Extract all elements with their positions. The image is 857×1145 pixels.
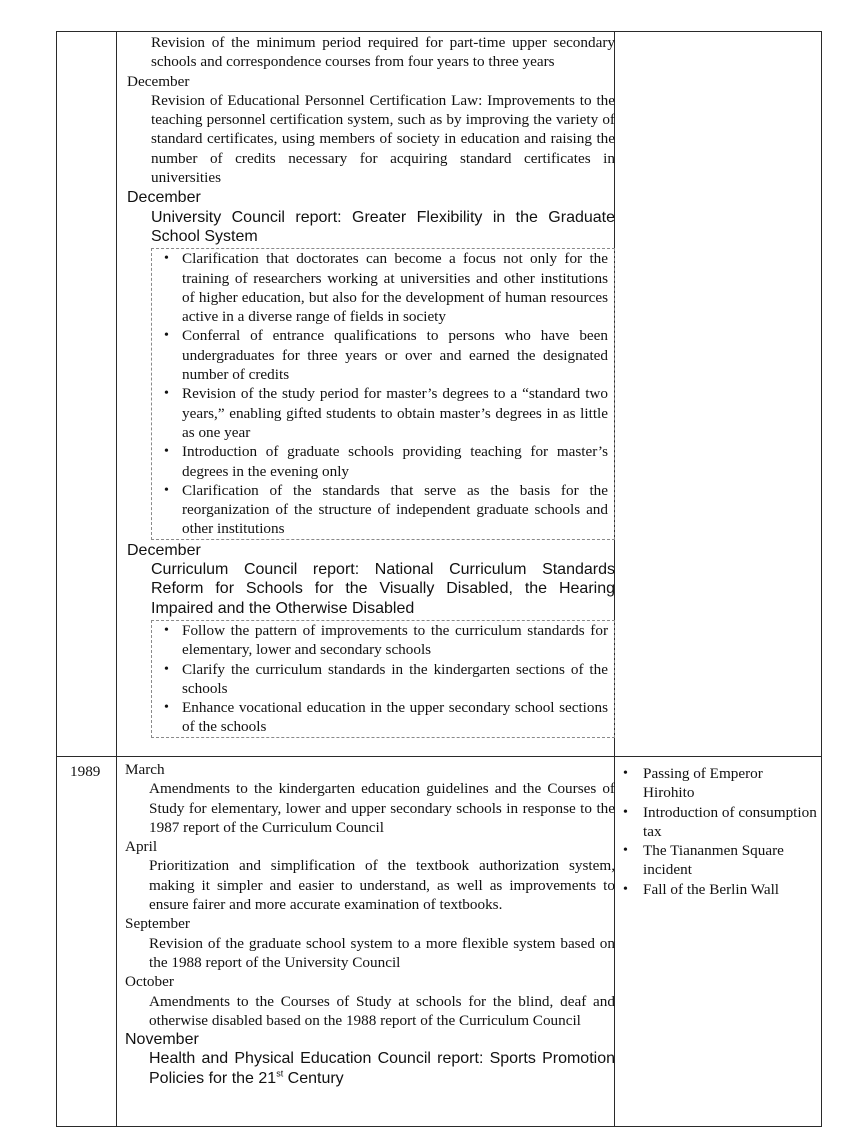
- row-divider: [57, 756, 821, 757]
- ordinal-suffix: st: [276, 1068, 284, 1079]
- entry-text: Amendments to the kindergarten education guidelines and the Courses of Study for elementary, lower and upper secondary schools in response to the 1987 report of the Curriculum Council: [149, 780, 615, 836]
- summary-bullet: • Clarification that doctorates can become a focus not only for the training of researchers working at universities and other institutions of higher education, but also for the development of human resources active in a diverse range of fields in society: [160, 249, 608, 326]
- entry-month: September: [125, 915, 190, 933]
- entry-month: November: [125, 1031, 199, 1049]
- entry-text: Revision of the minimum period required for part-time upper secondary schools and correspondence courses from four years to three years: [151, 34, 615, 71]
- entry-month: December: [127, 541, 201, 559]
- summary-bullet: • Enhance vocational education in the upper secondary school sections of the schools: [160, 698, 608, 737]
- world-event: • The Tiananmen Square incident: [617, 841, 817, 880]
- year-label: 1989: [70, 763, 101, 780]
- entry-text: [125, 1049, 615, 1088]
- world-event: • Passing of Emperor Hirohito: [617, 764, 817, 803]
- row-1989-measures: [125, 760, 615, 1088]
- entry-text: University Council report: Greater Flexibility in the Graduate School System: [151, 208, 615, 245]
- row-1989-world-events: [617, 764, 817, 899]
- entry-month: March: [125, 761, 165, 778]
- row-continued-measures: [127, 32, 615, 738]
- entry-text: Curriculum Council report: National Curriculum Standards Reform for Schools for the Visually Disabled, the Hearing Impaired and the Otherwise Disabled: [151, 561, 615, 617]
- summary-bullet: • Revision of the study period for master’s degrees to a “standard two years,” enabling gifted students to obtain master’s degrees in as little as one year: [160, 384, 608, 442]
- entry-month: April: [125, 838, 158, 856]
- entry-text: Amendments to the Courses of Study at schools for the blind, deaf and otherwise disabled based on the 1988 report of the Curriculum Council: [149, 992, 615, 1029]
- entry-month: October: [125, 973, 174, 991]
- entry-text-tail: Century: [283, 1069, 344, 1087]
- entry-month: December: [127, 189, 201, 207]
- summary-bullet: • Introduction of graduate schools providing teaching for master’s degrees in the evening only: [160, 442, 608, 481]
- report-summary-box: [151, 248, 615, 539]
- entry-text-main: Health and Physical Education Council report: Sports Promotion Policies for the 21: [149, 1050, 615, 1087]
- entry-text: Prioritization and simplification of the textbook authorization system, making it simpler and easier to understand, as well as improvements to ensure fairer and more accurate examination of textbooks.: [149, 857, 615, 914]
- summary-bullet: • Conferral of entrance qualifications to persons who have been undergraduates for three years or over and earned the designated number of credits: [160, 326, 608, 384]
- year-column-divider: [116, 32, 117, 1126]
- entry-text: Revision of the graduate school system to a more flexible system based on the 1988 report of the University Council: [149, 934, 615, 971]
- world-event: • Fall of the Berlin Wall: [617, 880, 817, 899]
- summary-bullet: • Clarification of the standards that serve as the basis for the reorganization of the structure of independent graduate schools and other institutions: [160, 481, 608, 539]
- entry-month: December: [127, 72, 190, 90]
- summary-bullet: • Follow the pattern of improvements to the curriculum standards for elementary, lower and secondary schools: [160, 621, 608, 660]
- report-summary-box: [151, 620, 615, 738]
- entry-text: Revision of Educational Personnel Certification Law: Improvements to the teaching personnel certification system, such as by improving the variety of standard certificates, using members of society in education and raising the number of credits necessary for acquiring standard certificates in universities: [151, 91, 615, 187]
- world-event: • Introduction of consumption tax: [617, 803, 817, 842]
- chronology-table: [56, 31, 822, 1127]
- summary-bullet: • Clarify the curriculum standards in the kindergarten sections of the schools: [160, 660, 608, 699]
